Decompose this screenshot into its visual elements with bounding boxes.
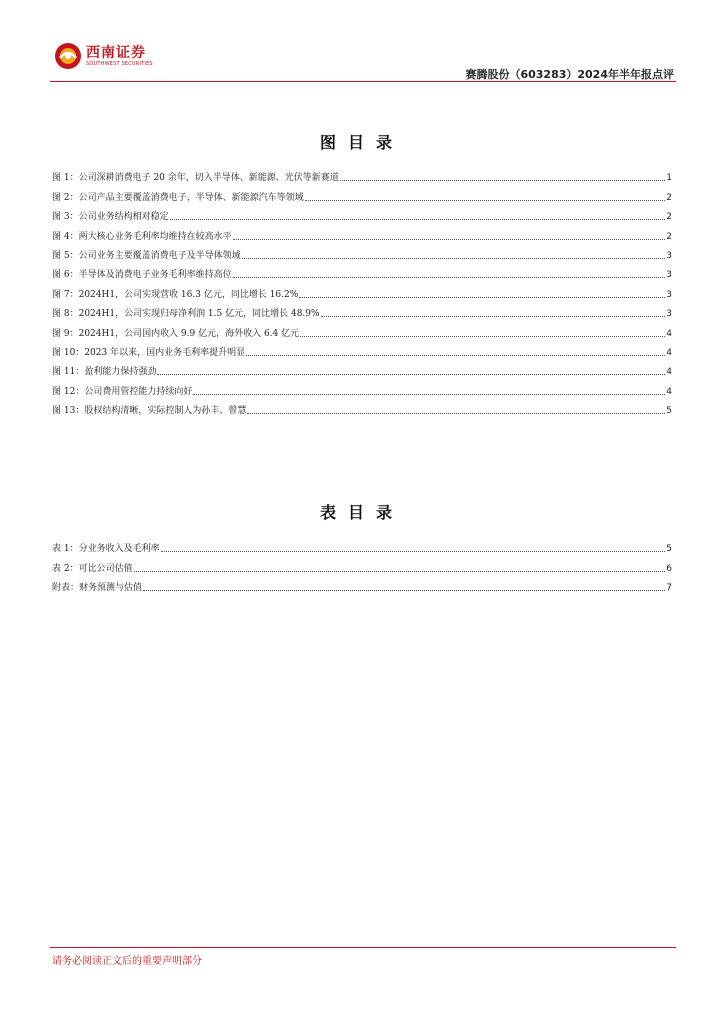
figures-toc-list [52,165,672,417]
toc-dot-leader [161,551,666,552]
toc-entry-label[interactable]: 图 2：公司产品主要覆盖消费电子、半导体、新能源汽车等领域 [52,192,304,203]
toc-entry-page[interactable]: 4 [666,347,672,358]
toc-entry-label[interactable]: 表 1：分业务收入及毛利率 [52,544,160,555]
footer-divider [50,947,676,948]
toc-dot-leader [233,239,666,240]
toc-entry-label[interactable]: 图 9：2024H1，公司国内收入 9.9 亿元，海外收入 6.4 亿元 [52,328,300,339]
toc-entry-label[interactable]: 图 13：股权结构清晰，实际控制人为孙丰、曾慧 [52,406,247,417]
toc-entry-label[interactable]: 图 7：2024H1，公司实现营收 16.3 亿元，同比增长 16.2% [52,289,299,300]
toc-entry[interactable] [52,262,672,281]
toc-dot-leader [242,258,666,259]
toc-entry-page[interactable]: 2 [666,231,672,242]
logo-english-name: SOUTHWEST SECURITIES [86,60,153,67]
toc-entry-label[interactable]: 图 5：公司业务主要覆盖消费电子及半导体领域 [52,250,241,261]
toc-entry-page[interactable]: 3 [666,250,672,261]
toc-entry[interactable] [52,575,672,594]
toc-dot-leader [246,355,665,356]
disclaimer-note: 请务必阅读正文后的重要声明部分 [52,956,202,967]
tables-toc-title: 表目录 [319,503,404,522]
toc-entry-page[interactable]: 6 [666,563,672,574]
logo-mark-icon [54,42,82,70]
toc-entry[interactable] [52,320,672,339]
toc-dot-leader [299,297,665,298]
toc-dot-leader [300,336,665,337]
toc-dot-leader [233,277,666,278]
toc-dot-leader [247,413,665,414]
toc-entry-page[interactable]: 2 [666,192,672,203]
toc-entry-page[interactable]: 2 [666,212,672,223]
toc-entry-page[interactable]: 4 [666,367,672,378]
logo-chinese-name: 西南证券 [86,44,146,61]
toc-dot-leader [340,180,666,181]
toc-entry-label[interactable]: 附表：财务预测与估值 [52,583,143,594]
toc-entry-page[interactable]: 5 [666,406,672,417]
toc-entry-label[interactable]: 图 4：两大核心业务毛利率均维持在较高水平 [52,231,232,242]
toc-entry[interactable] [52,223,672,242]
toc-entry-label[interactable]: 图 1：公司深耕消费电子 20 余年，切入半导体、新能源、光伏等新赛道 [52,173,339,184]
toc-entry[interactable] [52,184,672,203]
page-header [50,38,676,82]
toc-entry[interactable] [52,243,672,262]
figures-toc-title: 图目录 [319,133,404,152]
toc-entry[interactable] [52,536,672,555]
toc-entry[interactable] [52,165,672,184]
toc-dot-leader [143,590,665,591]
toc-entry-label[interactable]: 图 6：半导体及消费电子业务毛利率维持高位 [52,270,232,281]
toc-entry-page[interactable]: 7 [666,583,672,594]
toc-entry[interactable] [52,340,672,359]
toc-entry[interactable] [52,204,672,223]
toc-dot-leader [157,374,665,375]
company-logo [54,42,153,70]
toc-entry-page[interactable]: 1 [666,173,672,184]
toc-entry-label[interactable]: 表 2：可比公司估值 [52,563,133,574]
toc-entry-page[interactable]: 4 [666,328,672,339]
toc-entry[interactable] [52,359,672,378]
report-title: 赛腾股份（603283）2024年半年报点评 [465,68,674,81]
toc-entry-label[interactable]: 图 11：盈利能力保持强劲 [52,367,157,378]
header-divider [50,81,676,82]
toc-dot-leader [193,394,665,395]
toc-entry[interactable] [52,398,672,417]
toc-entry-label[interactable]: 图 3：公司业务结构相对稳定 [52,212,169,223]
toc-entry[interactable] [52,281,672,300]
toc-dot-leader [305,200,666,201]
toc-entry-page[interactable]: 3 [666,270,672,281]
tables-toc-list [52,536,672,594]
toc-entry-page[interactable]: 5 [666,544,672,555]
toc-entry-label[interactable]: 图 8：2024H1，公司实现归母净利润 1.5 亿元，同比增长 48.9% [52,309,320,320]
toc-entry-page[interactable]: 4 [666,386,672,397]
toc-entry-page[interactable]: 3 [666,289,672,300]
toc-entry-label[interactable]: 图 10：2023 年以来，国内业务毛利率提升明显 [52,347,246,358]
toc-entry[interactable] [52,378,672,397]
toc-entry[interactable] [52,301,672,320]
toc-dot-leader [321,316,666,317]
toc-entry-page[interactable]: 3 [666,309,672,320]
toc-dot-leader [134,571,666,572]
toc-dot-leader [170,219,666,220]
toc-entry[interactable] [52,555,672,574]
toc-entry-label[interactable]: 图 12：公司费用管控能力持续向好 [52,386,193,397]
